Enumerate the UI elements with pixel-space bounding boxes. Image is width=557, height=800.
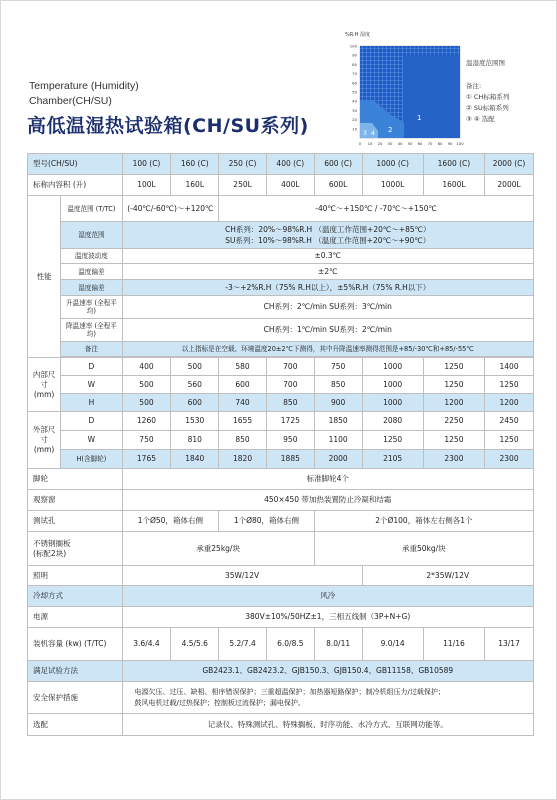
caster-row: [28, 469, 534, 490]
x-tick-label: 80: [437, 141, 443, 146]
heating-rate-value: CH系列：2℃/min SU系列：3℃/min: [122, 296, 533, 319]
outer-h-cell: 2300: [485, 450, 534, 469]
model-row: [28, 154, 534, 175]
model-cell: 250 (C): [219, 154, 267, 175]
inner-w-cell: 1250: [485, 376, 534, 394]
temp-fluctuation-value: ±0.3℃: [122, 249, 533, 264]
inner-w-cell: 850: [314, 376, 362, 394]
safety-line-2: 鼓风电机过载/过热保护；控制板过流保护；漏电保护。: [134, 698, 305, 707]
outer-h-cell: 2300: [423, 450, 484, 469]
temp-range-label: 温度范围 (T/TC): [61, 196, 122, 222]
y-tick-label: 100: [349, 43, 357, 49]
temp-fluctuation-row: [28, 249, 534, 264]
outer-d-row: [28, 412, 534, 431]
range-chart-svg: [342, 28, 467, 148]
x-tick-label: 90: [447, 141, 453, 146]
inner-d-cell: 1400: [485, 358, 534, 376]
safety-value: [122, 682, 533, 714]
outer-d-cell: 1725: [266, 412, 314, 431]
caster-value: 标准脚轮4个: [122, 469, 533, 490]
outer-d-cell: 1530: [171, 412, 219, 431]
volume-cell: 100L: [122, 175, 171, 196]
temp-fluctuation-label: 温度波动度: [61, 249, 122, 264]
capacity-cell: 5.2/7.4: [219, 628, 267, 661]
capacity-cell: 4.5/5.6: [171, 628, 219, 661]
inner-d-cell: 500: [171, 358, 219, 376]
outer-w-cell: 850: [219, 431, 267, 450]
test-hole-label: 测试孔: [28, 511, 123, 532]
page-title: 高低温湿热试验箱(CH/SU系列): [27, 115, 309, 137]
model-cell: 1000 (C): [362, 154, 423, 175]
humidity-range-su: SU系列：10%～98%R.H （温度工作范围+20℃～+90℃）: [225, 236, 431, 245]
inner-d-cell: 700: [266, 358, 314, 376]
humidity-range-values: [122, 222, 533, 249]
inner-h-cell: 850: [266, 394, 314, 412]
safety-label: 安全保护措施: [28, 682, 123, 714]
inner-d-cell: 1000: [362, 358, 423, 376]
dim-d: D: [61, 412, 122, 431]
inner-h-cell: 1200: [485, 394, 534, 412]
inner-d-cell: 580: [219, 358, 267, 376]
capacity-row: [28, 628, 534, 661]
capacity-cell: 11/16: [423, 628, 484, 661]
x-tick-label: 0: [358, 141, 362, 146]
outer-w-cell: 750: [122, 431, 171, 450]
options-label: 选配: [28, 714, 123, 736]
temp-deviation-label: 温度偏差: [61, 264, 122, 280]
inner-h-cell: 600: [171, 394, 219, 412]
cooling-rate-row: [28, 319, 534, 342]
volume-cell: 2000L: [485, 175, 534, 196]
region-label-2: 2: [388, 126, 393, 134]
model-cell: 400 (C): [266, 154, 314, 175]
region-label-4: 4: [371, 130, 375, 137]
legend-note: 备注:: [466, 82, 482, 90]
volume-row: [28, 175, 534, 196]
options-row: [28, 714, 534, 736]
window-value: 450×450 带加热装置防止冷凝和结霜: [122, 490, 533, 511]
humidity-range-row: [28, 222, 534, 249]
cooling-row: [28, 586, 534, 607]
options-value: 记录仪、特殊测试孔、特殊搁板、时序功能、水冷方式、互联网功能等。: [122, 714, 533, 736]
outer-d-cell: 2080: [362, 412, 423, 431]
region-label-1: 1: [417, 114, 422, 122]
x-tick-labels: [359, 141, 464, 146]
capacity-cell: 3.6/4.4: [122, 628, 171, 661]
x-tick-label: 60: [417, 141, 423, 146]
volume-label: 标称内容积 (升): [28, 175, 123, 196]
power-label: 电源: [28, 607, 123, 628]
safety-row: [28, 682, 534, 714]
temp-range-b: -40℃～+150℃ / -70℃～+150℃: [219, 196, 534, 222]
inner-w-cell: 1000: [362, 376, 423, 394]
shelf-a: 承重25kg/块: [122, 532, 314, 566]
y-tick-label: 60: [352, 80, 357, 86]
x-tick-label: 20: [377, 141, 383, 146]
heating-rate-row: [28, 296, 534, 319]
inner-w-cell: 1250: [423, 376, 484, 394]
shelf-b: 承重50kg/块: [314, 532, 533, 566]
y-tick-label: 30: [352, 107, 357, 113]
inner-h-cell: 900: [314, 394, 362, 412]
chart-legend: [466, 58, 509, 125]
x-tick-label: 70: [427, 141, 433, 146]
outer-w-cell: 810: [171, 431, 219, 450]
outer-h-cell: 1885: [266, 450, 314, 469]
x-tick-label: 10: [367, 141, 373, 146]
outer-h-cell: 2105: [362, 450, 423, 469]
y-axis-label: %R.H 湿度: [345, 32, 370, 38]
model-cell: 160 (C): [171, 154, 219, 175]
safety-line-1: 电源欠压、过压、缺相、相序错误保护；三重超温保护；加热器短路保护；制冷机组压力/过载保护；: [134, 687, 445, 696]
outer-w-cell: 950: [266, 431, 314, 450]
model-cell: 100 (C): [122, 154, 171, 175]
outer-d-cell: 2450: [485, 412, 534, 431]
volume-cell: 160L: [171, 175, 219, 196]
dim-h-with-casters: H(含脚轮): [61, 450, 122, 469]
outer-w-cell: 1250: [362, 431, 423, 450]
shelf-row: [28, 532, 534, 566]
spec-table: [27, 153, 534, 736]
window-label: 观察窗: [28, 490, 123, 511]
outer-h-cell: 2000: [314, 450, 362, 469]
model-label: 型号(CH/SU): [28, 154, 123, 175]
dim-w: W: [61, 376, 122, 394]
temp-humidity-range-chart: [342, 28, 467, 148]
heating-rate-label: 升温速率 (全程平均): [61, 296, 122, 319]
inner-w-cell: 700: [266, 376, 314, 394]
legend-item-2: ② SU标箱系列: [466, 104, 509, 112]
temp-deviation-value: ±2℃: [122, 264, 533, 280]
y-tick-label: 90: [352, 52, 357, 58]
test-hole-row: [28, 511, 534, 532]
inner-h-cell: 500: [122, 394, 171, 412]
region-1: [403, 55, 460, 138]
volume-cell: 250L: [219, 175, 267, 196]
temp-range-a: (-40℃/-60℃)～+120℃: [122, 196, 219, 222]
dim-h: H: [61, 394, 122, 412]
temp-deviation-row: [28, 264, 534, 280]
x-tick-label: 100: [456, 141, 464, 146]
test-hole-a: 1个Ø50，箱体右侧: [122, 511, 219, 532]
english-title-line-1: Temperature (Humidity): [29, 80, 139, 92]
outer-w-row: [28, 431, 534, 450]
model-cell: 600 (C): [314, 154, 362, 175]
shelf-label: [28, 532, 123, 566]
inner-d-cell: 1250: [423, 358, 484, 376]
inner-w-cell: 500: [122, 376, 171, 394]
remark-row: [28, 342, 534, 357]
volume-cell: 1600L: [423, 175, 484, 196]
cooling-rate-label: 降温速率 (全程平均): [61, 319, 122, 342]
inner-d-cell: 750: [314, 358, 362, 376]
lighting-b: 2*35W/12V: [362, 566, 534, 586]
outer-dimension-label: 外部尺寸 (mm): [28, 412, 61, 469]
inner-w-row: [28, 376, 534, 394]
lighting-label: 照明: [28, 566, 123, 586]
capacity-label: 装机容量 (kw) (T/TC): [28, 628, 123, 661]
outer-w-cell: 1250: [423, 431, 484, 450]
outer-d-cell: 1850: [314, 412, 362, 431]
cooling-value: 风冷: [122, 586, 533, 607]
volume-cell: 600L: [314, 175, 362, 196]
inner-d-cell: 400: [122, 358, 171, 376]
inner-d-row: [28, 358, 534, 376]
shelf-label-line-1: 不锈钢搁板: [33, 538, 71, 548]
humidity-range-label: 湿度范围: [61, 222, 122, 249]
outer-d-cell: 1655: [219, 412, 267, 431]
humidity-deviation-label: 湿度偏差: [61, 280, 122, 296]
capacity-cell: 6.0/8.5: [266, 628, 314, 661]
volume-cell: 400L: [266, 175, 314, 196]
outer-d-cell: 2250: [423, 412, 484, 431]
dim-w: W: [61, 431, 122, 450]
shelf-label-line-2: (标配2块): [33, 548, 67, 558]
y-tick-label: 10: [352, 126, 357, 132]
humidity-deviation-row: [28, 280, 534, 296]
outer-h-cell: 1765: [122, 450, 171, 469]
legend-title: 温湿度范围图: [466, 59, 505, 67]
legend-item-1: ① CH标箱系列: [466, 93, 510, 101]
model-cell: 1600 (C): [423, 154, 484, 175]
temp-range-row: [28, 196, 534, 222]
capacity-cell: 8.0/11: [314, 628, 362, 661]
caster-label: 脚轮: [28, 469, 123, 490]
capacity-cell: 13/17: [485, 628, 534, 661]
inner-dimension-label: 内部尺寸 (mm): [28, 358, 61, 412]
window-row: [28, 490, 534, 511]
performance-label: 性能: [28, 196, 61, 358]
inner-h-cell: 740: [219, 394, 267, 412]
lighting-row: [28, 566, 534, 586]
y-tick-label: 40: [352, 98, 357, 104]
inner-w-cell: 560: [171, 376, 219, 394]
remark-value: 以上指标是在空载、环境温度20±2℃下测得，其中升降温速率测得范围是+85/-30℃和+85/-55℃: [122, 342, 533, 357]
outer-h-cell: 1820: [219, 450, 267, 469]
humidity-range-ch: CH系列：20%～98%R.H （温度工作范围+20℃～+85℃）: [224, 225, 431, 234]
volume-cell: 1000L: [362, 175, 423, 196]
standards-row: [28, 661, 534, 682]
region-label-3: 3: [363, 130, 367, 137]
y-tick-label: 80: [352, 61, 357, 67]
english-title-line-2: Chamber(CH/SU): [29, 95, 112, 107]
model-cell: 2000 (C): [485, 154, 534, 175]
outer-h-row: [28, 450, 534, 469]
legend-item-3: ③ ④ 选配: [466, 115, 495, 123]
x-tick-label: 40: [397, 141, 403, 146]
y-tick-labels: [350, 44, 358, 132]
y-tick-label: 20: [352, 117, 357, 123]
inner-w-cell: 600: [219, 376, 267, 394]
power-row: [28, 607, 534, 628]
capacity-cell: 9.0/14: [362, 628, 423, 661]
humidity-deviation-value: -3～+2%R.H（75% R.H以上），±5%R.H（75% R.H以下）: [122, 280, 533, 296]
test-hole-c: 2个Ø100，箱体左右侧各1个: [314, 511, 533, 532]
power-value: 380V±10%/50HZ±1，三相五线制（3P+N+G): [122, 607, 533, 628]
inner-h-cell: 1000: [362, 394, 423, 412]
test-hole-b: 1个Ø80，箱体右侧: [219, 511, 315, 532]
lighting-a: 35W/12V: [122, 566, 362, 586]
inner-h-row: [28, 394, 534, 412]
x-tick-label: 30: [387, 141, 393, 146]
standards-label: 满足试验方法: [28, 661, 123, 682]
cooling-label: 冷却方式: [28, 586, 123, 607]
cooling-rate-value: CH系列：1℃/min SU系列：2℃/min: [122, 319, 533, 342]
dim-d: D: [61, 358, 122, 376]
y-tick-label: 70: [352, 71, 357, 77]
outer-w-cell: 1250: [485, 431, 534, 450]
y-tick-label: 50: [352, 89, 357, 95]
outer-d-cell: 1260: [122, 412, 171, 431]
outer-w-cell: 1100: [314, 431, 362, 450]
x-tick-label: 50: [407, 141, 413, 146]
standards-value: GB2423.1、GB2423.2、GJB150.3、GJB150.4、GB11158、GB10589: [122, 661, 533, 682]
remark-label: 备注: [61, 342, 122, 357]
outer-h-cell: 1840: [171, 450, 219, 469]
inner-h-cell: 1200: [423, 394, 484, 412]
